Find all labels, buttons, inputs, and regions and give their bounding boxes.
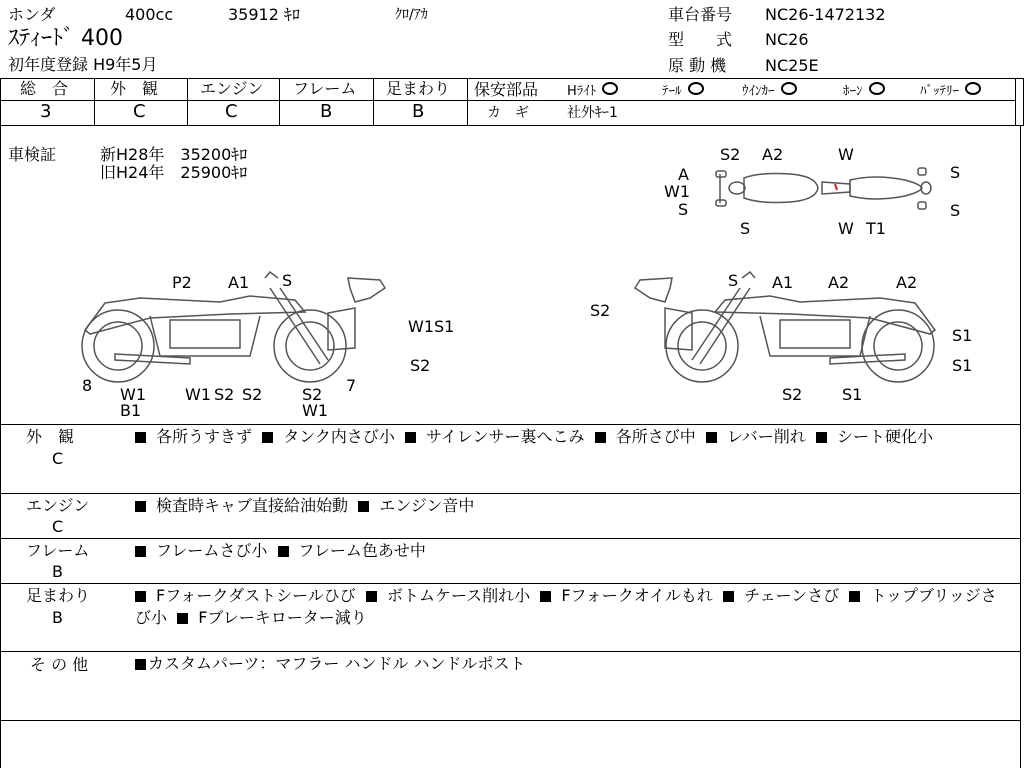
note-label-suspension: 足まわり: [26, 586, 91, 605]
top-label-s2: S2: [720, 145, 741, 164]
left-label-w1-a: W1: [120, 385, 146, 404]
inspection-label: 車検証: [8, 145, 57, 164]
maker: ホンダ: [8, 5, 56, 24]
left-label-s2-a: S2: [214, 385, 235, 404]
top-label-w: W: [838, 145, 854, 164]
right-label-s2-bottom: S2: [782, 385, 803, 404]
note-items-other: カスタムパーツ：マフラー ハンドル ハンドルポスト: [135, 653, 1005, 675]
left-label-s: S: [282, 271, 293, 290]
frame-no-label: 車台番号: [668, 5, 733, 24]
key-label: カ ギ: [487, 105, 529, 121]
type-value: NC26: [765, 30, 809, 49]
right-label-s2-left: S2: [590, 301, 611, 320]
inspection-old: 旧H24年 25900ｷﾛ: [100, 163, 248, 182]
note-grade-suspension: B: [52, 608, 63, 627]
top-label-s-right-top: S: [950, 163, 961, 182]
safety-item-horn: ﾎｰﾝ: [843, 82, 885, 101]
engine-value: NC25E: [765, 56, 819, 75]
grade-suspension: B: [412, 101, 425, 122]
grade-header-exterior: 外 観: [110, 79, 159, 98]
grade-header-frame: フレーム: [293, 79, 357, 98]
left-label-w1-c: W1: [302, 401, 328, 420]
left-label-s2-c: S2: [302, 385, 323, 404]
top-label-w1: W1: [664, 182, 690, 201]
safety-item-battery: ﾊﾞｯﾃﾘｰ: [920, 82, 981, 101]
color: ｸﾛ/ｱｶ: [395, 7, 428, 23]
top-label-w-bottom: W: [838, 219, 854, 238]
right-label-s1-bottom: S1: [842, 385, 863, 404]
note-grade-frame: B: [52, 562, 63, 581]
left-label-p2: P2: [172, 273, 192, 292]
left-label-b1: B1: [120, 401, 142, 420]
left-label-7: 7: [346, 376, 357, 395]
inspection-new: 新H28年 35200ｷﾛ: [100, 145, 248, 164]
first-registration: 初年度登録 H9年5月: [8, 55, 158, 74]
grade-header-overall: 総 合: [20, 79, 69, 98]
left-label-a1: A1: [228, 273, 250, 292]
note-grade-exterior: C: [52, 449, 64, 468]
top-label-s-left: S: [678, 200, 689, 219]
left-label-s2-right: S2: [410, 356, 431, 375]
grade-overall: 3: [40, 101, 52, 122]
note-label-frame: フレーム: [26, 541, 90, 560]
note-label-exterior: 外 観: [26, 427, 75, 446]
right-label-s1-b: S1: [952, 356, 973, 375]
right-label-a1: A1: [772, 273, 794, 292]
top-label-a: A: [678, 165, 689, 184]
right-label-a2-a: A2: [828, 273, 850, 292]
left-label-8: 8: [82, 376, 93, 395]
note-grade-engine: C: [52, 517, 64, 536]
top-label-s-bottom: S: [740, 219, 751, 238]
note-items-engine: 検査時キャブ直接給油始動 エンジン音中: [135, 495, 1005, 517]
safety-item-tail: ﾃｰﾙ: [662, 82, 704, 101]
right-label-a2-b: A2: [896, 273, 918, 292]
grade-frame: B: [320, 101, 333, 122]
top-label-a2: A2: [762, 145, 784, 164]
left-label-s2-b: S2: [242, 385, 263, 404]
grade-engine: C: [225, 101, 238, 122]
note-items-suspension: Fフォークダストシールひび ボトムケース削れ小 Fフォークオイルもれ チェーンさび トップブリッジさび小 Fブレーキローター減り: [135, 586, 997, 627]
frame-no: NC26-1472132: [765, 5, 886, 24]
key-value: 社外ｷｰ1: [567, 105, 618, 121]
right-label-s: S: [728, 271, 739, 290]
safety-item-headlight: Hﾗｲﾄ: [567, 82, 618, 101]
top-view-diagram: [700, 160, 940, 220]
engine-label: 原 動 機: [668, 56, 727, 75]
model-name: ｽﾃｨｰﾄﾞ 400: [8, 26, 123, 51]
note-label-other: そ の 他: [30, 655, 89, 674]
grade-header-engine: エンジン: [200, 79, 264, 98]
grade-header-suspension: 足まわり: [386, 79, 451, 98]
right-label-s1-a: S1: [952, 326, 973, 345]
displacement: 400cc: [125, 5, 174, 24]
top-label-t1: T1: [866, 219, 886, 238]
mileage: 35912 ｷﾛ: [228, 5, 300, 24]
type-label: 型 式: [668, 30, 733, 49]
left-label-w1-b: W1: [185, 385, 211, 404]
grade-exterior: C: [133, 101, 146, 122]
left-label-w1s1: W1S1: [408, 317, 455, 336]
note-items-exterior: 各所うすきず タンク内さび小 サイレンサー裏へこみ 各所さび中 レバー削れ シート硬化小: [135, 426, 1005, 448]
note-items-frame: フレームさび小 フレーム色あせ中: [135, 540, 1005, 562]
safety-item-winker: ｳｲﾝｶｰ: [742, 82, 797, 101]
safety-label: 保安部品: [474, 80, 539, 99]
top-label-s-right-bottom: S: [950, 201, 961, 220]
note-label-engine: エンジン: [26, 496, 90, 515]
